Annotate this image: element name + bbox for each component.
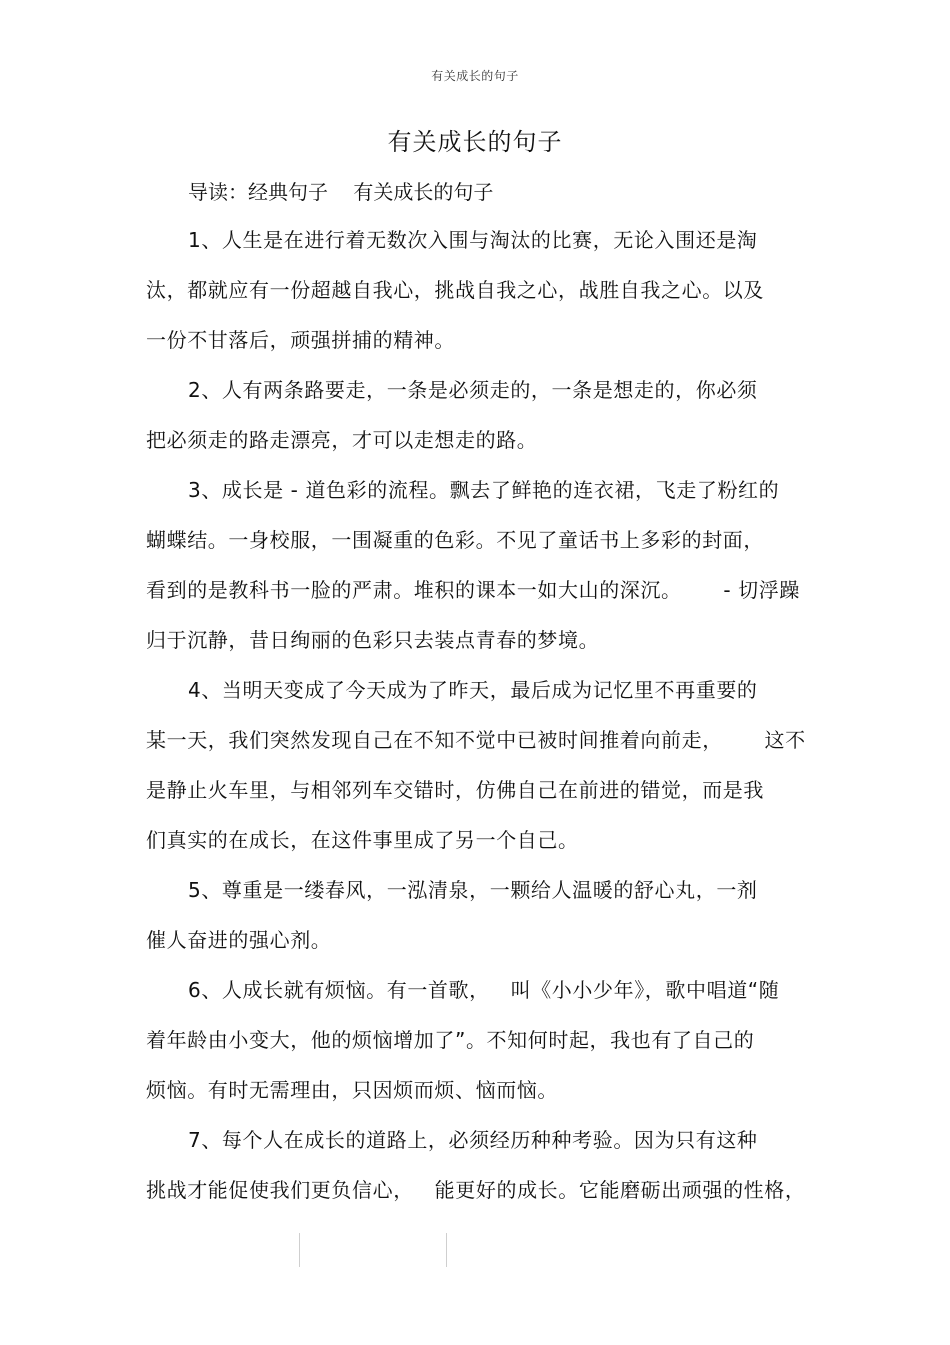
text-line: 一份不甘落后，顽强拼捕的精神。 xyxy=(146,328,455,352)
text-line: 某一天，我们突然发现自己在不知不觉中已被时间推着向前走， 这不 xyxy=(146,728,806,752)
footer-divider xyxy=(299,1233,300,1267)
document-title: 有关成长的句子 xyxy=(387,128,563,156)
text-line: 烦恼。有时无需理由，只因烦而烦、恼而恼。 xyxy=(146,1078,558,1102)
text-line: 2、人有两条路要走，一条是必须走的，一条是想走的，你必须 xyxy=(188,378,758,402)
text-line: 汰，都就应有一份超越自我心，挑战自我之心，战胜自我之心。以及 xyxy=(146,278,764,302)
text-line: 4、当明天变成了今天成为了昨天，最后成为记忆里不再重要的 xyxy=(188,678,758,702)
text-line: 1、人生是在进行着无数次入围与淘汰的比赛，无论入围还是淘 xyxy=(188,228,758,252)
text-line: 把必须走的路走漂亮，才可以走想走的路。 xyxy=(146,428,538,452)
footer-divider xyxy=(446,1233,447,1267)
text-line: 着年龄由小变大，他的烦恼增加了”。不知何时起，我也有了自己的 xyxy=(146,1028,755,1052)
text-line: 是静止火车里，与相邻列车交错时，仿佛自己在前进的错觉，而是我 xyxy=(146,778,764,802)
text-line: 蝴蝶结。一身校服，一围凝重的色彩。不见了童话书上多彩的封面， xyxy=(146,528,764,552)
text-line: 3、成长是 - 道色彩的流程。飘去了鲜艳的连衣裙，飞走了粉红的 xyxy=(188,478,780,502)
text-line: 们真实的在成长，在这件事里成了另一个自己。 xyxy=(146,828,579,852)
text-line: 催人奋进的强心剂。 xyxy=(146,928,332,952)
text-line: 5、尊重是一缕春风，一泓清泉，一颗给人温暖的舒心丸，一剂 xyxy=(188,878,758,902)
text-line: 归于沉静，昔日绚丽的色彩只去装点青春的梦境。 xyxy=(146,628,600,652)
text-line: 看到的是教科书一脸的严肃。堆积的课本一如大山的深沉。 - 切浮躁 xyxy=(146,578,800,602)
running-header: 有关成长的句子 xyxy=(431,69,519,83)
text-line: 6、人成长就有烦恼。有一首歌， 叫《小小少年》，歌中唱道“随 xyxy=(188,978,780,1002)
intro-line: 导读：经典句子 有关成长的句子 xyxy=(188,180,494,204)
text-line: 挑战才能促使我们更负信心， 能更好的成长。它能磨砺出顽强的性格， xyxy=(146,1178,806,1202)
text-line: 7、每个人在成长的道路上，必须经历种种考验。因为只有这种 xyxy=(188,1128,758,1152)
